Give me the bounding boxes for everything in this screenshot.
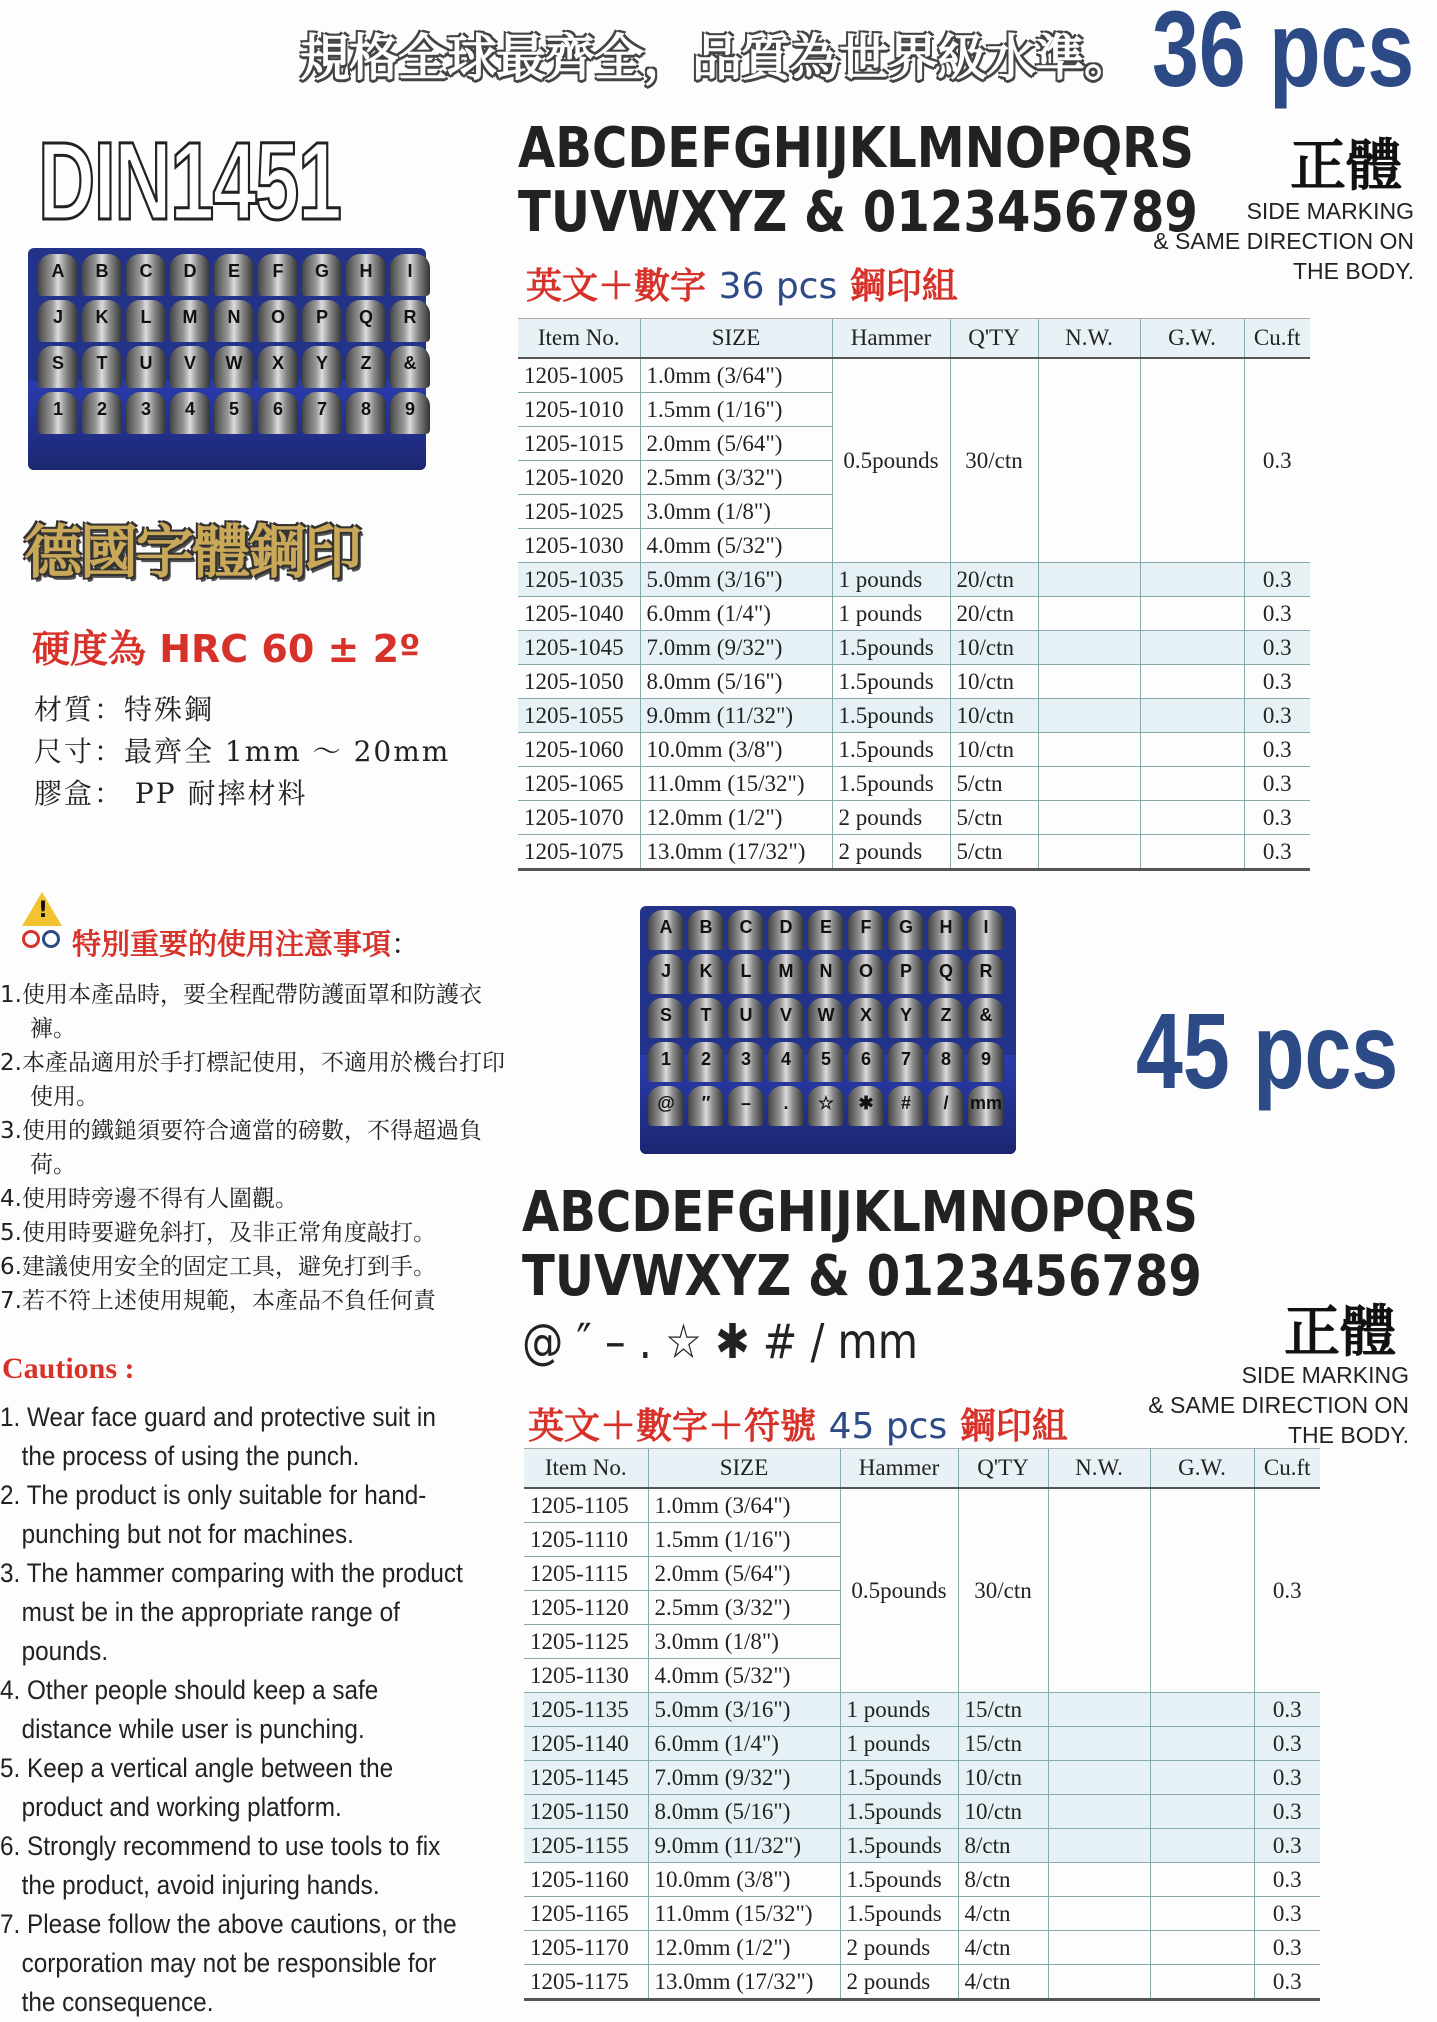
set45-font-type: 正體 [1284, 1300, 1396, 1365]
box-spec: 膠盒： PP 耐摔材料 [34, 777, 308, 810]
product-name-cn: 德國字體鋼印 [24, 518, 361, 586]
list-item: 3. The hammer comparing with the product must be in the appropriate range of pounds. [0, 1558, 463, 1666]
stamp-pin: 1 [648, 1042, 684, 1082]
stamp-pin: K [688, 954, 724, 994]
table-row: 1205-1055 9.0mm (11/32") 1.5pounds 10/ctn 0.3 [518, 699, 1310, 733]
list-item: 7. Please follow the above cautions, or the corporation may not be responsible for the consequence. [0, 1909, 457, 2017]
stamp-pin: 4 [170, 392, 210, 434]
column-header: Q'TY [958, 1449, 1048, 1489]
table-row: 1205-1060 10.0mm (3/8") 1.5pounds 10/ctn 0.3 [518, 733, 1310, 767]
cautions-list-en [0, 1398, 520, 2022]
cautions-heading: Cautions : [2, 1352, 135, 1385]
stamp-pin: R [390, 300, 430, 342]
table-row: 1205-1025 3.0mm (1/8") [518, 495, 1310, 529]
table-row: 1205-1175 13.0mm (17/32") 2 pounds 4/ctn 0.3 [524, 1965, 1320, 2000]
column-header: SIZE [640, 319, 832, 359]
table-row: 1205-1120 2.5mm (3/32") [524, 1591, 1320, 1625]
stamp-pin: 1 [38, 392, 78, 434]
column-header: Cu.ft [1244, 319, 1310, 359]
stamp-pin: Z [928, 998, 964, 1038]
table-row: 1205-1040 6.0mm (1/4") 1 pounds 20/ctn 0.3 [518, 597, 1310, 631]
stamp-pin: K [82, 300, 122, 342]
stamp-pin: Q [346, 300, 386, 342]
stamp-pin: J [38, 300, 78, 342]
table-row: 1205-1065 11.0mm (15/32") 1.5pounds 5/ctn 0.3 [518, 767, 1310, 801]
stamp-pin: Y [302, 346, 342, 388]
stamp-pin: # [888, 1086, 924, 1126]
stamp-pin: 8 [346, 392, 386, 434]
stamp-pin: S [648, 998, 684, 1038]
table-row: 1205-1115 2.0mm (5/64") [524, 1557, 1320, 1591]
table-row: 1205-1045 7.0mm (9/32") 1.5pounds 10/ctn 0.3 [518, 631, 1310, 665]
set45-side-marking: SIDE MARKING & SAME DIRECTION ON THE BODY. [1148, 1362, 1409, 1448]
column-header: G.W. [1150, 1449, 1254, 1489]
list-item: 2.本產品適用於手打標記使用，不適用於機台打印使用。 [0, 1050, 505, 1110]
stamp-pin: S [38, 346, 78, 388]
stamp-pin: R [968, 954, 1004, 994]
stamp-pin: 6 [258, 392, 298, 434]
column-header: N.W. [1048, 1449, 1150, 1489]
stamp-pin: ″ [688, 1086, 724, 1126]
set36-font-type: 正體 [1290, 134, 1402, 199]
list-item: 1. Wear face guard and protective suit in the process of using the punch. [0, 1402, 436, 1471]
stamp-pin: T [82, 346, 122, 388]
table-row: 1205-1160 10.0mm (3/8") 1.5pounds 8/ctn 0.3 [524, 1863, 1320, 1897]
stamp-pin: N [808, 954, 844, 994]
set36-spec-table [518, 318, 1310, 871]
stamp-pin: – [728, 1086, 764, 1126]
stamp-pin: 9 [390, 392, 430, 434]
stamp-pin: / [928, 1086, 964, 1126]
stamp-pin: H [346, 254, 386, 296]
set36-side-marking: SIDE MARKING & SAME DIRECTION ON THE BODY. [1153, 198, 1414, 284]
stamp-pin: W [808, 998, 844, 1038]
no-entry-icon [22, 930, 40, 948]
stamp-pin: M [768, 954, 804, 994]
table-row: 1205-1145 7.0mm (9/32") 1.5pounds 10/ctn 0.3 [524, 1761, 1320, 1795]
stamp-pin: D [170, 254, 210, 296]
stamp-pin: 7 [888, 1042, 924, 1082]
table-row: 1205-1150 8.0mm (5/16") 1.5pounds 10/ctn 0.3 [524, 1795, 1320, 1829]
stamp-pin: 5 [808, 1042, 844, 1082]
table-row: 1205-1110 1.5mm (1/16") [524, 1523, 1320, 1557]
table-row: 1205-1030 4.0mm (5/32") [518, 529, 1310, 563]
stamp-pin: X [848, 998, 884, 1038]
column-header: Hammer [840, 1449, 958, 1489]
stamp-pin: G [302, 254, 342, 296]
stamp-pin: O [848, 954, 884, 994]
stamp-pin: P [302, 300, 342, 342]
stamp-pin: 4 [768, 1042, 804, 1082]
set36-pcs-label: 36 pcs [1152, 0, 1415, 109]
stamp-pin: V [170, 346, 210, 388]
set45-alphabet-line3: @ ″ – . ☆ ✱ # / mm [522, 1314, 918, 1370]
list-item: 7.若不符上述使用規範，本產品不負任何責 [0, 1288, 436, 1314]
stamp-pin: O [258, 300, 298, 342]
no-entry-icon [42, 930, 60, 948]
size-range-spec: 尺寸：最齊全 1mm ～ 20mm [34, 735, 451, 768]
list-item: 3.使用的鐵鎚須要符合適當的磅數，不得超過負荷。 [0, 1118, 482, 1178]
set36-alphabet-line2: TUVWXYZ & 0123456789 [518, 180, 1198, 245]
stamp-pin: Y [888, 998, 924, 1038]
set45-alphabet-line1: ABCDEFGHIJKLMNOPQRS [522, 1180, 1198, 1245]
set36-product-photo [28, 248, 426, 470]
table-row: 1205-1035 5.0mm (3/16") 1 pounds 20/ctn 0.3 [518, 563, 1310, 597]
list-item: 1.使用本產品時，要全程配帶防護面罩和防護衣褲。 [0, 982, 482, 1042]
column-header: Hammer [832, 319, 950, 359]
list-item: 6. Strongly recommend to use tools to fix the product, avoid injuring hands. [0, 1831, 441, 1900]
set45-pcs-label: 45 pcs [1136, 990, 1399, 1111]
stamp-pin: 3 [728, 1042, 764, 1082]
column-header: Item No. [518, 319, 640, 359]
stamp-pin: 6 [848, 1042, 884, 1082]
set36-title: 英文＋數字 36 pcs 鋼印組 [526, 266, 958, 307]
list-item: 4. Other people should keep a safe distance while user is punching. [0, 1675, 379, 1744]
stamp-pin: P [888, 954, 924, 994]
stamp-pin: W [214, 346, 254, 388]
stamp-pin: & [968, 998, 1004, 1038]
list-item: 5.使用時要避免斜打，及非正常角度敲打。 [0, 1220, 436, 1246]
stamp-pin: ☆ [808, 1086, 844, 1126]
stamp-pin: I [390, 254, 430, 296]
set45-spec-table [524, 1448, 1320, 2001]
stamp-pin: H [928, 910, 964, 950]
set45-pin-grid [648, 910, 1004, 1126]
stamp-pin: E [808, 910, 844, 950]
column-header: N.W. [1038, 319, 1140, 359]
stamp-pin: 2 [82, 392, 122, 434]
stamp-pin: U [126, 346, 166, 388]
set45-alphabet-line2: TUVWXYZ & 0123456789 [522, 1244, 1202, 1309]
stamp-pin: 3 [126, 392, 166, 434]
set45-title: 英文＋數字＋符號 45 pcs 鋼印組 [528, 1406, 1068, 1447]
table-row: 1205-1020 2.5mm (3/32") [518, 461, 1310, 495]
stamp-pin: . [768, 1086, 804, 1126]
stamp-pin: B [82, 254, 122, 296]
table-row: 1205-1015 2.0mm (5/64") [518, 427, 1310, 461]
standard-title: DIN1451 [38, 120, 341, 243]
hardness-spec: 硬度為 HRC 60 ± 2º [32, 627, 421, 671]
column-header: Cu.ft [1254, 1449, 1320, 1489]
set36-alphabet-line1: ABCDEFGHIJKLMNOPQRS [518, 116, 1194, 181]
stamp-pin: ✱ [848, 1086, 884, 1126]
table-row: 1205-1010 1.5mm (1/16") [518, 393, 1310, 427]
column-header: SIZE [648, 1449, 840, 1489]
stamp-pin: A [38, 254, 78, 296]
stamp-pin: E [214, 254, 254, 296]
stamp-pin: A [648, 910, 684, 950]
list-item: 6.建議使用安全的固定工具，避免打到手。 [0, 1254, 436, 1280]
stamp-pin: Z [346, 346, 386, 388]
stamp-pin: M [170, 300, 210, 342]
stamp-pin: Q [928, 954, 964, 994]
stamp-pin: D [768, 910, 804, 950]
stamp-pin: N [214, 300, 254, 342]
table-row: 1205-1050 8.0mm (5/16") 1.5pounds 10/ctn 0.3 [518, 665, 1310, 699]
stamp-pin: F [848, 910, 884, 950]
stamp-pin: 7 [302, 392, 342, 434]
stamp-pin: F [258, 254, 298, 296]
table-row: 1205-1170 12.0mm (1/2") 2 pounds 4/ctn 0.3 [524, 1931, 1320, 1965]
stamp-pin: 2 [688, 1042, 724, 1082]
stamp-pin: 9 [968, 1042, 1004, 1082]
table-row: 1205-1105 1.0mm (3/64") 0.5pounds 30/ctn 0.3 [524, 1488, 1320, 1523]
column-header: G.W. [1140, 319, 1244, 359]
stamp-pin: V [768, 998, 804, 1038]
stamp-pin: C [728, 910, 764, 950]
stamp-pin: C [126, 254, 166, 296]
stamp-pin: I [968, 910, 1004, 950]
warning-icon: ! [22, 892, 62, 926]
column-header: Q'TY [950, 319, 1038, 359]
stamp-pin: U [728, 998, 764, 1038]
stamp-pin: T [688, 998, 724, 1038]
table-row: 1205-1125 3.0mm (1/8") [524, 1625, 1320, 1659]
table-row: 1205-1140 6.0mm (1/4") 1 pounds 15/ctn 0.3 [524, 1727, 1320, 1761]
set45-product-photo [640, 906, 1016, 1154]
table-row: 1205-1075 13.0mm (17/32") 2 pounds 5/ctn 0.3 [518, 835, 1310, 870]
stamp-pin: X [258, 346, 298, 388]
header-slogan: 規格全球最齊全，品質為世界級水準。 [300, 29, 1133, 87]
material-spec: 材質：特殊鋼 [34, 693, 215, 726]
column-header: Item No. [524, 1449, 648, 1489]
table-row: 1205-1130 4.0mm (5/32") [524, 1659, 1320, 1693]
stamp-pin: & [390, 346, 430, 388]
stamp-pin: @ [648, 1086, 684, 1126]
warnings-list-cn [0, 978, 520, 1318]
stamp-pin: L [728, 954, 764, 994]
list-item: 4.使用時旁邊不得有人圍觀。 [0, 1186, 298, 1212]
table-row: 1205-1165 11.0mm (15/32") 1.5pounds 4/ctn 0.3 [524, 1897, 1320, 1931]
stamp-pin: L [126, 300, 166, 342]
stamp-pin: B [688, 910, 724, 950]
stamp-pin: G [888, 910, 924, 950]
set36-pin-grid [38, 254, 430, 434]
stamp-pin: 8 [928, 1042, 964, 1082]
stamp-pin: mm [968, 1086, 1004, 1126]
stamp-pin: 5 [214, 392, 254, 434]
stamp-pin: J [648, 954, 684, 994]
table-row: 1205-1005 1.0mm (3/64") 0.5pounds 30/ctn 0.3 [518, 358, 1310, 393]
warnings-heading: 特別重要的使用注意事項： [72, 927, 421, 961]
list-item: 2. The product is only suitable for hand-punching but not for machines. [0, 1480, 427, 1549]
table-row: 1205-1135 5.0mm (3/16") 1 pounds 15/ctn 0.3 [524, 1693, 1320, 1727]
list-item: 5. Keep a vertical angle between the product and working platform. [0, 1753, 394, 1822]
table-row: 1205-1155 9.0mm (11/32") 1.5pounds 8/ctn 0.3 [524, 1829, 1320, 1863]
table-row: 1205-1070 12.0mm (1/2") 2 pounds 5/ctn 0.3 [518, 801, 1310, 835]
